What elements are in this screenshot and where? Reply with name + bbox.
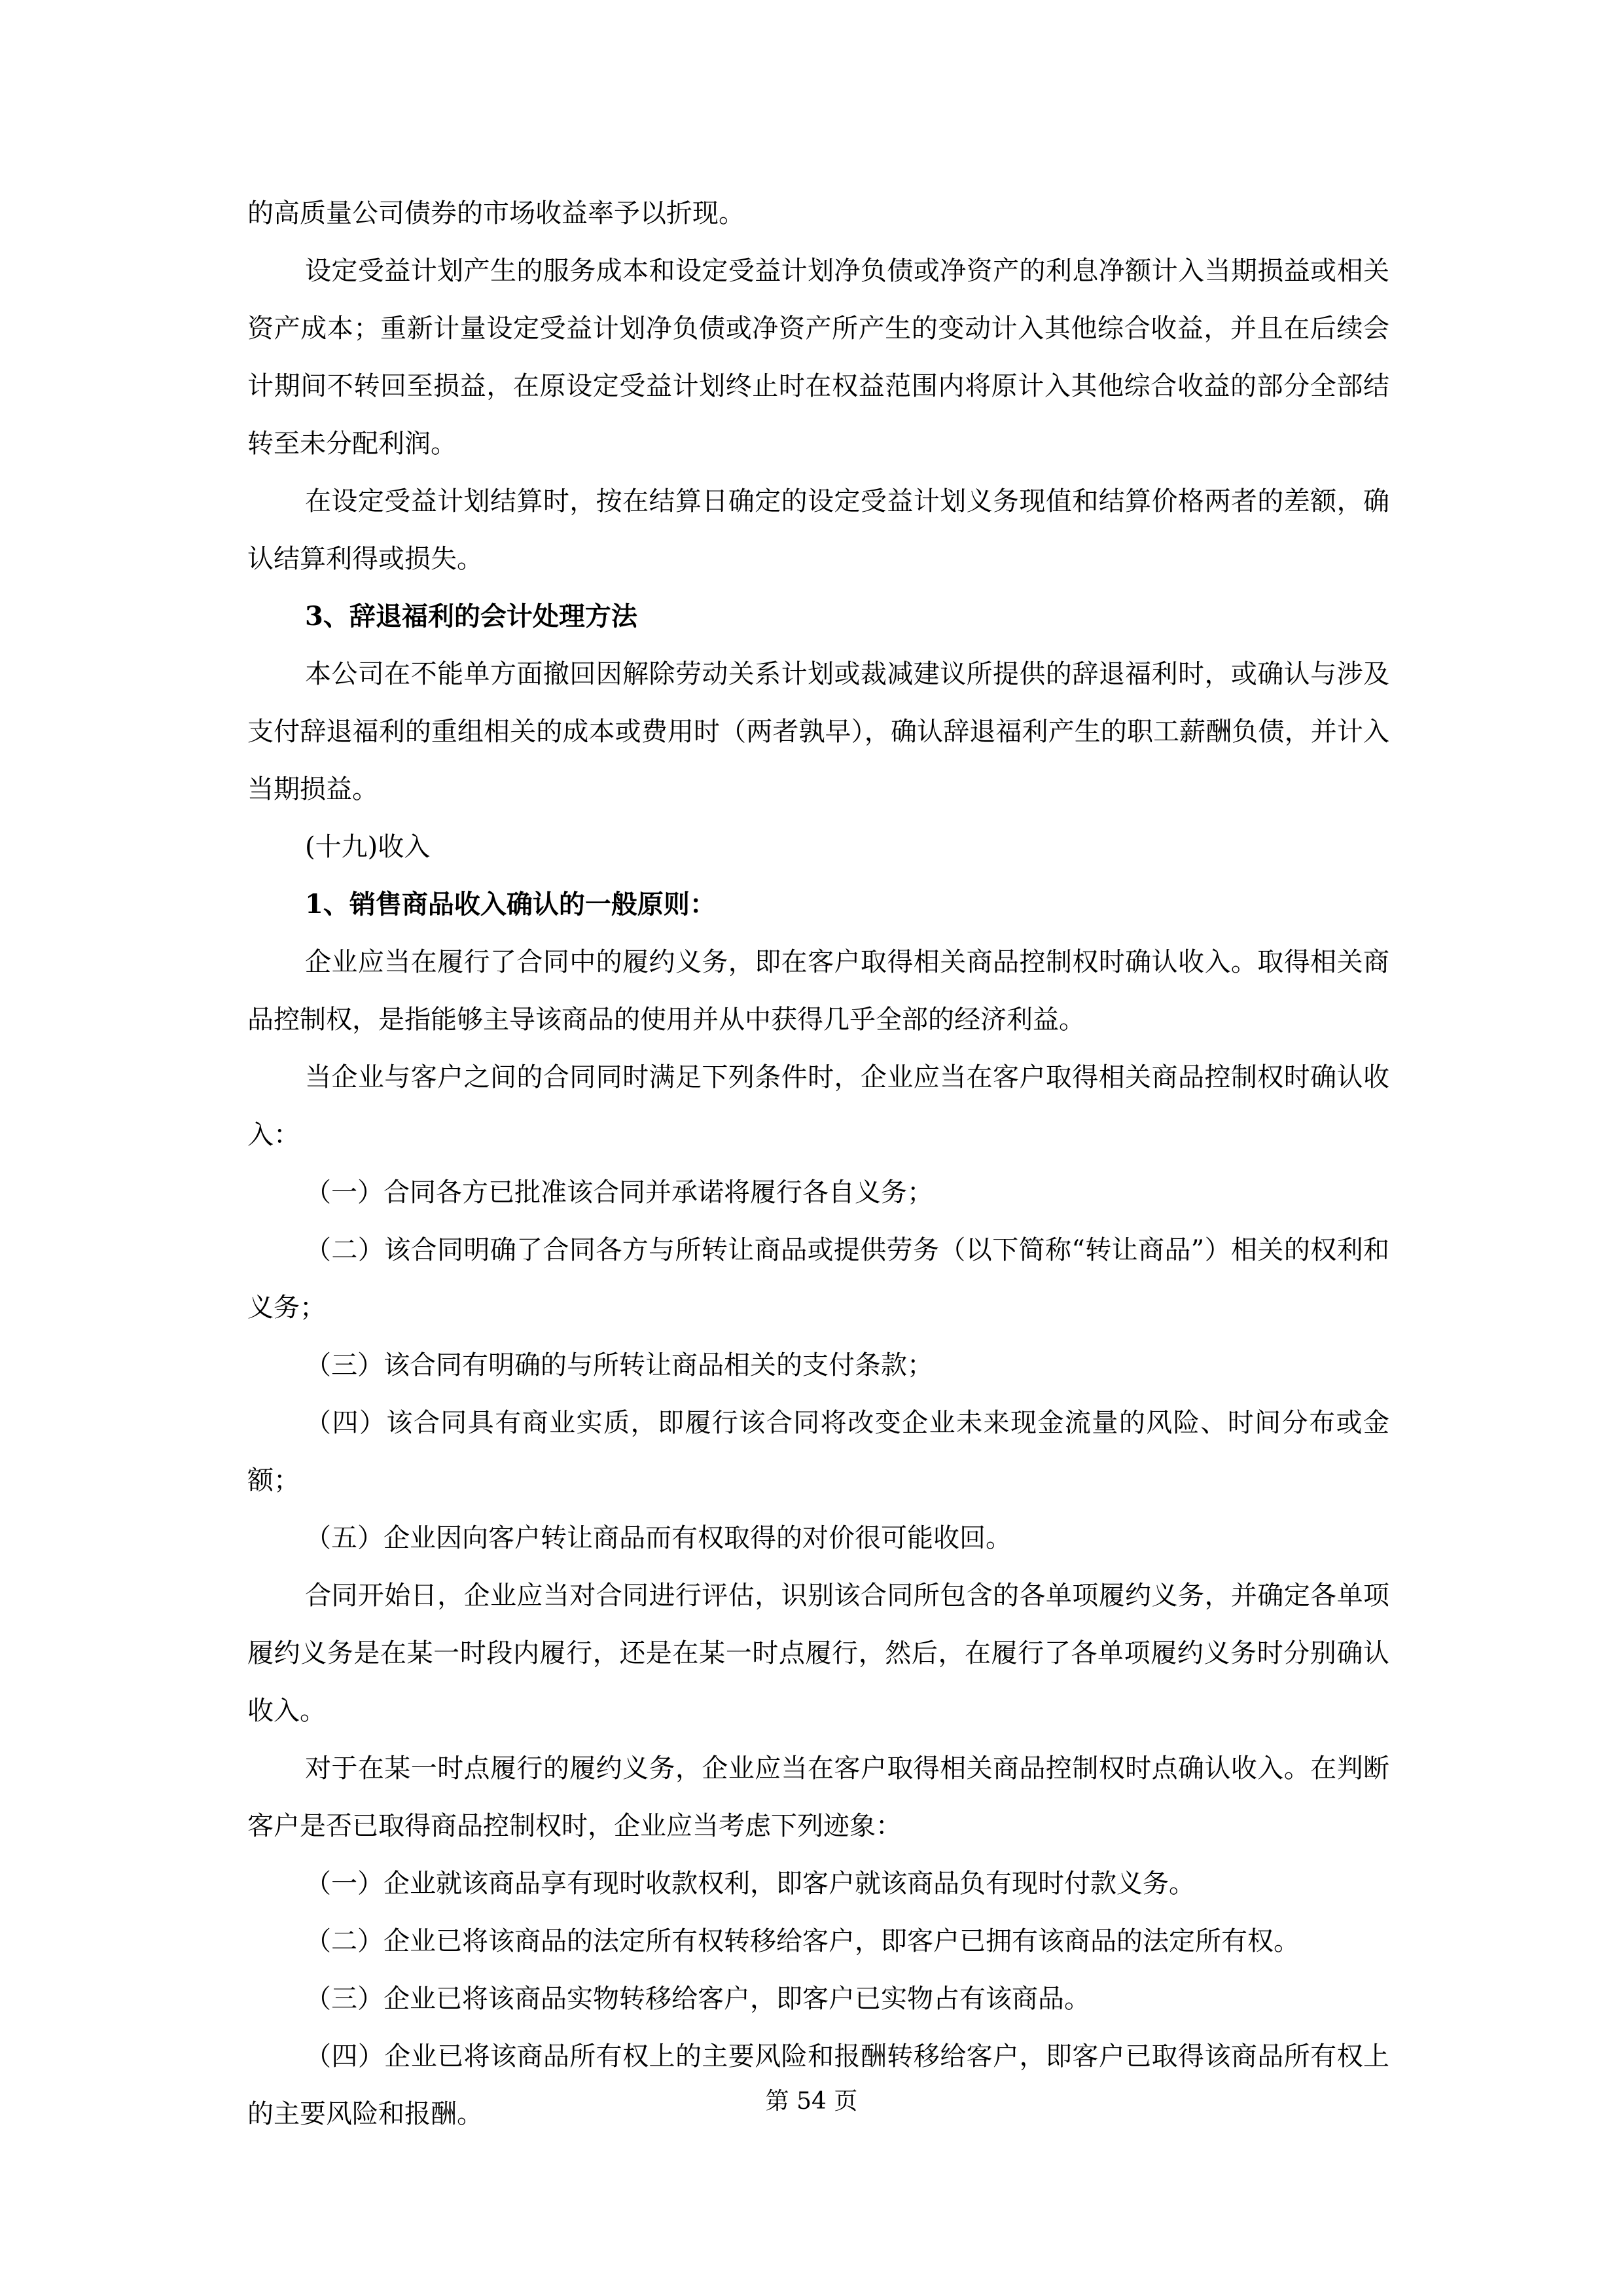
paragraph: 在设定受益计划结算时，按在结算日确定的设定受益计划义务现值和结算价格两者的差额，确认结算利得或损失。: [247, 486, 1389, 574]
paragraph: 设定受益计划产生的服务成本和设定受益计划净负债或净资产的利息净额计入当期损益或相关资产成本；重新计量设定受益计划净负债或净资产所产生的变动计入其他综合收益，并且在后续会计期间不转回至损益，在原设定受益计划终止时在权益范围内将原计入其他综合收益的部分全部结转至未分配利润。: [247, 256, 1389, 459]
paragraph: 当企业与客户之间的合同同时满足下列条件时，企业应当在客户取得相关商品控制权时确认收入：: [247, 1062, 1389, 1150]
body-text: [247, 185, 1389, 2143]
paragraph: 合同开始日，企业应当对合同进行评估，识别该合同所包含的各单项履约义务，并确定各单项履约义务是在某一时段内履行，还是在某一时点履行，然后，在履行了各单项履约义务时分别确认收入。: [247, 1581, 1389, 1726]
list-item: （四）企业已将该商品所有权上的主要风险和报酬转移给客户，即客户已取得该商品所有权上的主要风险和报酬。: [247, 2041, 1389, 2129]
section-heading: 3、辞退福利的会计处理方法: [305, 601, 637, 632]
section-heading: 1、销售商品收入确认的一般原则：: [305, 889, 716, 920]
paragraph: 本公司在不能单方面撤回因解除劳动关系计划或裁减建议所提供的辞退福利时，或确认与涉及支付辞退福利的重组相关的成本或费用时（两者孰早），确认辞退福利产生的职工薪酬负债，并计入当期损益。: [247, 659, 1389, 804]
list-item: （四）该合同具有商业实质，即履行该合同将改变企业未来现金流量的风险、时间分布或金额；: [247, 1408, 1389, 1496]
list-item: （二）企业已将该商品的法定所有权转移给客户，即客户已拥有该商品的法定所有权。: [305, 1926, 1300, 1956]
paragraph: 企业应当在履行了合同中的履约义务，即在客户取得相关商品控制权时确认收入。取得相关商品控制权，是指能够主导该商品的使用并从中获得几乎全部的经济利益。: [247, 947, 1389, 1035]
paragraph: 对于在某一时点履行的履约义务，企业应当在客户取得相关商品控制权时点确认收入。在判断客户是否已取得商品控制权时，企业应当考虑下列迹象：: [247, 1753, 1389, 1841]
section-title: (十九)收入: [305, 832, 431, 862]
list-item: （三）该合同有明确的与所转让商品相关的支付条款；: [305, 1350, 933, 1380]
list-item: （五）企业因向客户转让商品而有权取得的对价很可能收回。: [305, 1523, 1012, 1553]
list-item: （一）合同各方已批准该合同并承诺将履行各自义务；: [305, 1177, 933, 1208]
list-item: （三）企业已将该商品实物转移给客户，即客户已实物占有该商品。: [305, 1984, 1090, 2014]
list-item: （一）企业就该商品享有现时收款权利，即客户就该商品负有现时付款义务。: [305, 1869, 1195, 1899]
paragraph: 的高质量公司债券的市场收益率予以折现。: [247, 198, 745, 228]
list-item: （二）该合同明确了合同各方与所转让商品或提供劳务（以下简称“转让商品”）相关的权利和义务；: [247, 1235, 1389, 1323]
page-number: 第 54 页: [765, 2088, 858, 2115]
